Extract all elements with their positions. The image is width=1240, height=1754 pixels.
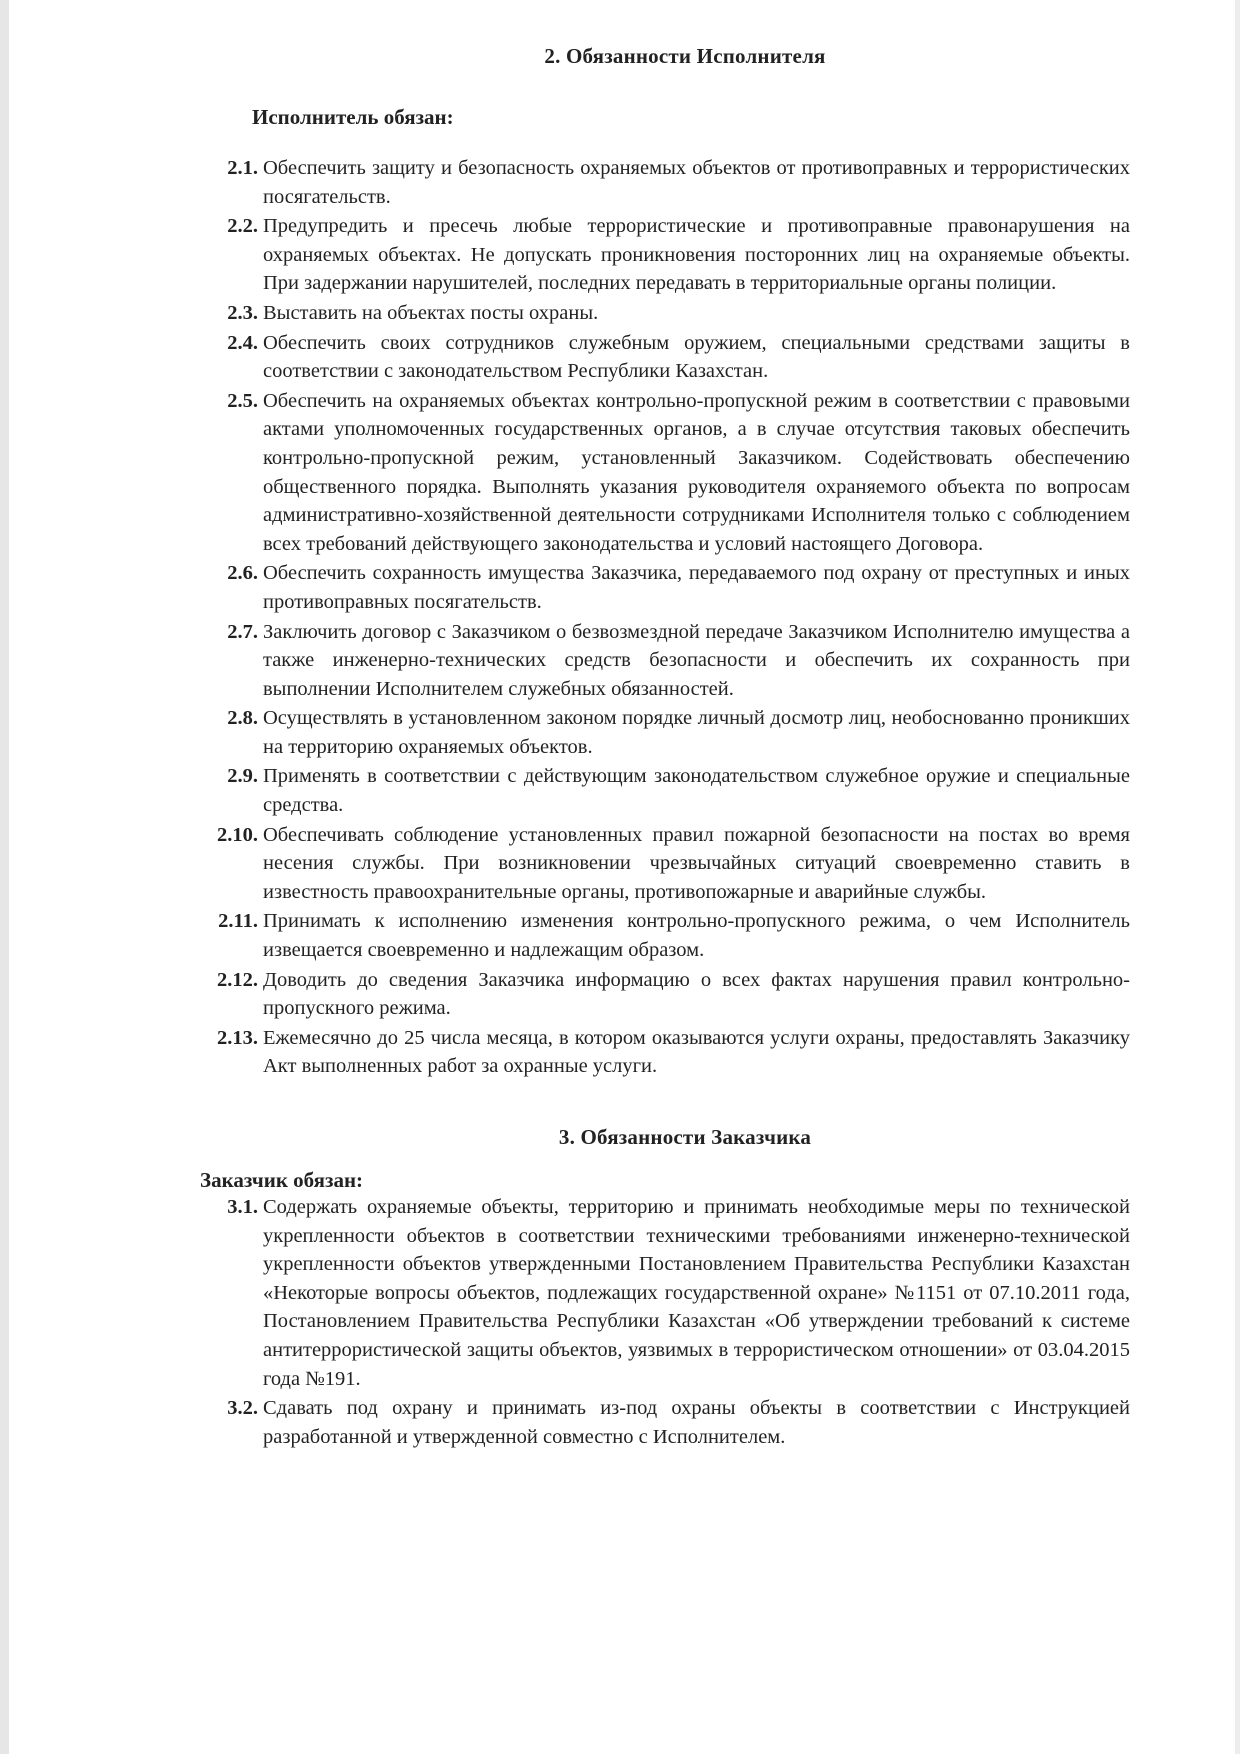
clause-item <box>200 212 1130 298</box>
clause-text: Осуществлять в установленном законом порядке личный досмотр лиц, необоснованно проникших на территорию охраняемых объектов. <box>263 707 1130 758</box>
clause-number: 2.13. <box>217 1026 258 1049</box>
clause-number: 2.5. <box>227 389 258 412</box>
clause-text: Принимать к исполнению изменения контрольно-пропускного режима, о чем Исполнитель извещается своевременно и надлежащим образом. <box>263 910 1130 962</box>
clause-item <box>200 1193 1130 1393</box>
clause-number: 2.11. <box>218 910 258 933</box>
clause-item <box>200 821 1130 907</box>
clause-item <box>200 154 1130 211</box>
clause-number: 2.4. <box>227 331 258 354</box>
clause-text: Обеспечить на охраняемых объектах контрольно-пропускной режим в соответствии с правовыми актами уполномоченных государственных органов, а в случае отсутствия таковых обеспечить контрольно-пропускной режим, установленный Заказчиком. Содействовать обеспечению общественного порядка. Выполнять указания руководителя охраняемого объекта по вопросам административно-хозяйственной деятельности сотрудниками Исполнителя только с соблюдением всех требований действующего законодательства и условий настоящего Договора. <box>263 389 1130 555</box>
clause-number: 2.8. <box>227 707 258 730</box>
clause-text: Сдавать под охрану и принимать из-под охраны объекты в соответствии с Инструкцией разработанной и утвержденной совместно с Исполнителем. <box>263 1397 1130 1448</box>
clause-item <box>200 559 1130 616</box>
clause-number: 2.7. <box>227 620 258 643</box>
clause-item <box>200 387 1130 559</box>
clause-item <box>200 299 1130 328</box>
clause-number: 2.2. <box>227 215 258 238</box>
section-2-title: 2. Обязанности Исполнителя <box>544 44 826 68</box>
clause-number: 2.9. <box>227 765 258 788</box>
scan-edge-left <box>0 0 9 1754</box>
section-2-lead: Исполнитель обязан: <box>252 105 454 129</box>
clause-number: 2.3. <box>227 301 258 324</box>
clause-text: Выставить на объектах посты охраны. <box>263 301 599 324</box>
clause-text: Предупредить и пресечь любые террористические и противоправные правонарушения на охраняемых объектах. Не допускать проникновения посторонних лиц на охраняемые объекты. При задержании нарушителей, последних передавать в территориальные органы полиции. <box>263 215 1130 295</box>
document-content <box>200 44 1130 1452</box>
clause-number: 3.2. <box>227 1397 258 1420</box>
clause-item <box>200 907 1130 964</box>
clause-item <box>200 1024 1130 1081</box>
clause-item <box>200 329 1130 386</box>
clause-number: 2.12. <box>217 968 258 991</box>
clause-item <box>200 762 1130 819</box>
clause-text: Обеспечить защиту и безопасность охраняемых объектов от противоправных и террористических посягательств. <box>263 157 1130 208</box>
clause-text: Обеспечивать соблюдение установленных правил пожарной безопасности на постах во время несения службы. При возникновении чрезвычайных ситуаций своевременно ставить в известность правоохранительные органы, противопожарные и аварийные службы. <box>263 823 1130 903</box>
clause-item <box>200 704 1130 761</box>
clause-number: 2.6. <box>227 562 258 585</box>
clause-item <box>200 618 1130 704</box>
section-3-title: 3. Обязанности Заказчика <box>558 1125 812 1149</box>
clause-item <box>200 966 1130 1023</box>
clause-item <box>200 1394 1130 1451</box>
section-3-lead: Заказчик обязан: <box>200 1168 364 1192</box>
clause-text: Содержать охраняемые объекты, территорию и принимать необходимые меры по технической укрепленности объектов в соответствии техническими требованиями инженерно-технической укрепленности объектов утвержденными Постановлением Правительства Республики Казахстан «Некоторые вопросы объектов, подлежащих государственной охране» №1151 от 07.10.2011 года, Постановлением Правительства Республики Казахстан «Об утверждении требований к системе антитеррористической защиты объектов, уязвимых в террористическом отношении» от 03.04.2015 года №191. <box>263 1196 1130 1390</box>
clause-text: Обеспечить своих сотрудников служебным оружием, специальными средствами защиты в соответствии с законодательством Республики Казахстан. <box>263 331 1130 383</box>
section-2-list <box>200 154 1130 1081</box>
clause-number: 2.1. <box>227 157 258 179</box>
clause-text: Применять в соответствии с действующим законодательством служебное оружие и специальные средства. <box>263 765 1130 817</box>
clause-text: Обеспечить сохранность имущества Заказчика, передаваемого под охрану от преступных и иных противоправных посягательств. <box>263 562 1130 613</box>
clause-number: 2.10. <box>217 823 258 846</box>
clause-text: Заключить договор с Заказчиком о безвозмездной передаче Заказчиком Исполнителю имущества а также инженерно-технических средств безопасности и обеспечить их сохранность при выполнении Исполнителем служебных обязанностей. <box>263 620 1130 700</box>
clause-text: Ежемесячно до 25 числа месяца, в котором оказываются услуги охраны, предоставлять Заказчику Акт выполненных работ за охранные услуги. <box>263 1026 1130 1078</box>
scan-edge-right <box>1235 0 1240 1754</box>
clause-number: 3.1. <box>227 1196 258 1218</box>
section-3-list <box>200 1193 1130 1451</box>
clause-text: Доводить до сведения Заказчика информацию о всех фактах нарушения правил контрольно-пропускного режима. <box>263 968 1130 1020</box>
